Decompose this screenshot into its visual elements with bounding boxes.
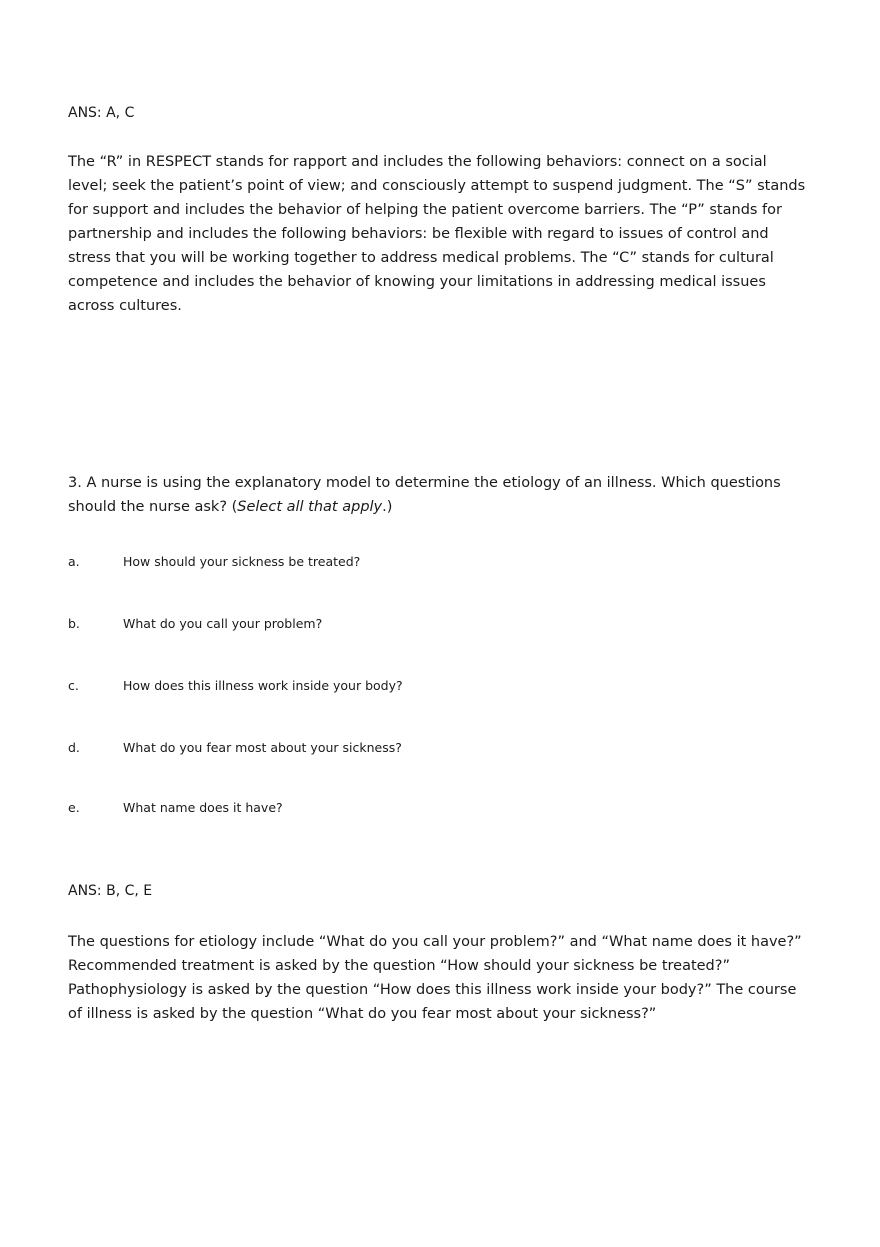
option-c	[68, 676, 808, 696]
answer-key-3: ANS: B, C, E	[68, 883, 153, 899]
option-text: What do you call your problem?	[123, 616, 323, 631]
question-3-stem-text: 3. A nurse is using the explanatory model to determine the etiology of an illness. Which questions should the nurse ask? (	[68, 475, 781, 515]
option-e	[68, 798, 808, 818]
question-3-instruction: Select all that apply	[237, 499, 383, 515]
option-letter: a.	[68, 554, 80, 569]
question-3-stem-end: .)	[382, 499, 393, 515]
question-3-stem	[68, 471, 808, 519]
rationale-1: The “R” in RESPECT stands for rapport and includes the following behaviors: connect on a social level; seek the patient’s point of view; and consciously attempt to suspend judgment. The “S” stands for support and includes the behavior of helping the patient overcome barriers. The “P” stands for partnership and includes the following behaviors: be flexible with regard to issues of control and stress that you will be working together to address medical problems. The “C” stands for cultural competence and includes the behavior of knowing your limitations in addressing medical issues across cultures.	[68, 154, 806, 314]
option-letter: e.	[68, 800, 80, 815]
answer-key-1: ANS: A, C	[68, 105, 135, 121]
option-text: How should your sickness be treated?	[123, 554, 361, 569]
option-letter: c.	[68, 678, 79, 693]
option-text: What do you fear most about your sickness?	[123, 740, 402, 755]
option-a	[68, 552, 808, 572]
option-text: How does this illness work inside your body?	[123, 678, 403, 693]
option-text: What name does it have?	[123, 800, 283, 815]
option-letter: d.	[68, 740, 80, 755]
option-d	[68, 738, 808, 758]
rationale-3: The questions for etiology include “What do you call your problem?” and “What name does it have?” Recommended treatment is asked by the question “How should your sickness be treated?” Pathophysiology is asked by the question “How does this illness work inside your body?” The course of illness is asked by the question “What do you fear most about your sickness?”	[68, 934, 802, 1022]
option-b	[68, 614, 808, 634]
option-letter: b.	[68, 616, 80, 631]
